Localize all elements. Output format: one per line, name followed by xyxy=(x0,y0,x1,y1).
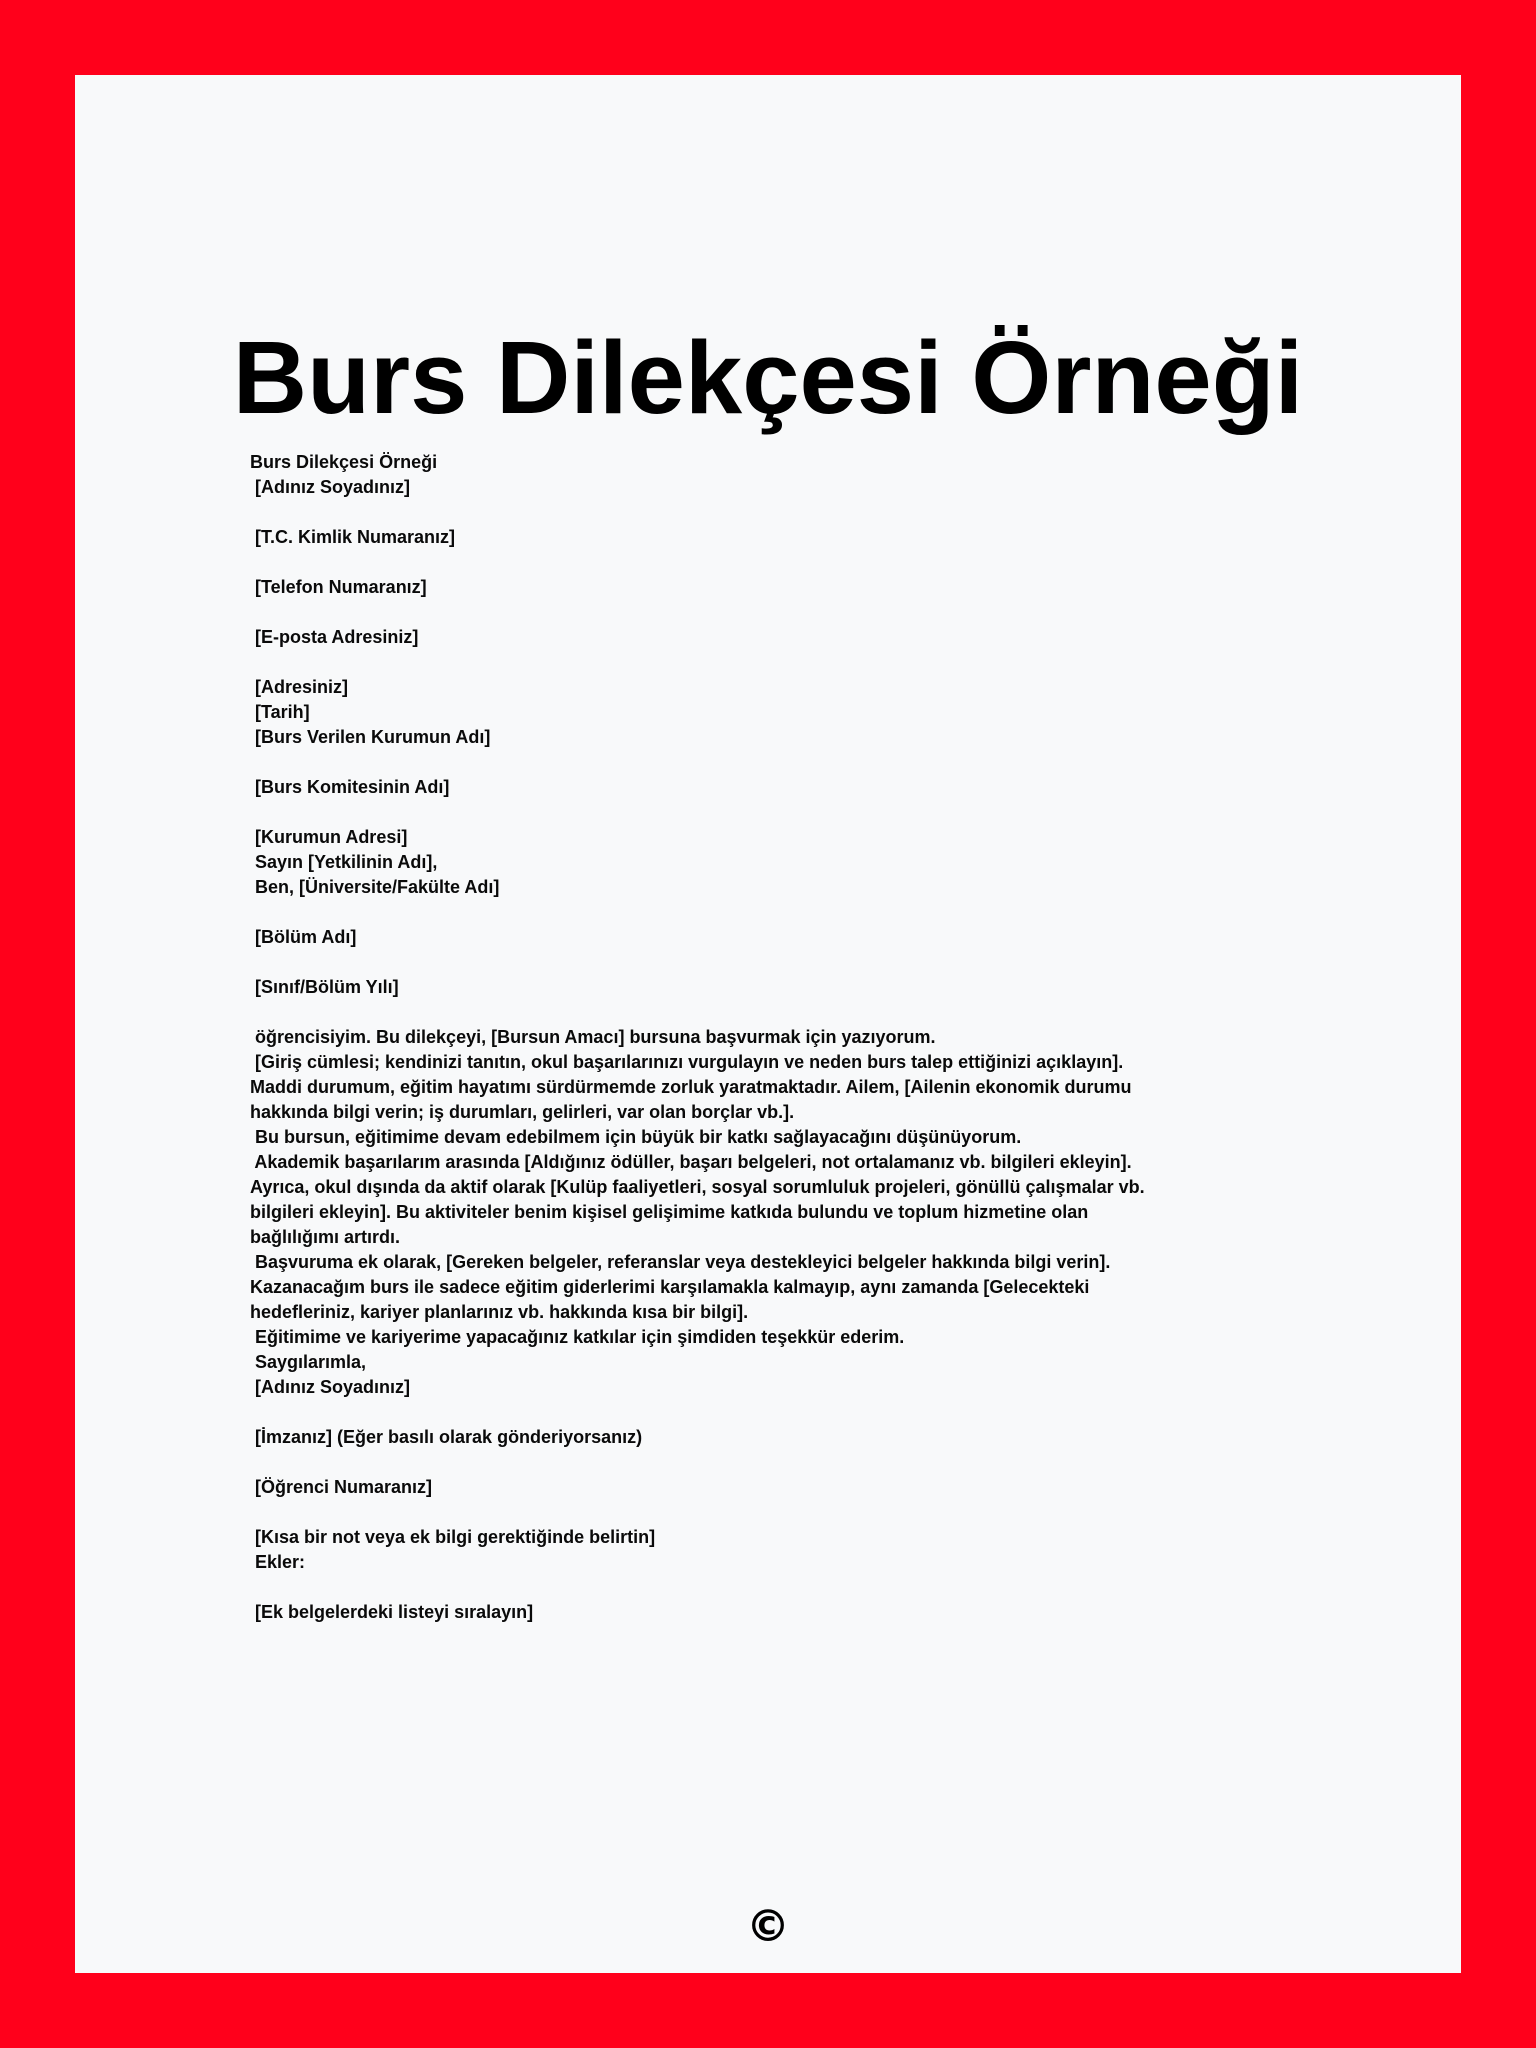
petition-body xyxy=(250,450,1280,1625)
text-line: Burs Dilekçesi Örneği xyxy=(250,452,438,472)
blank-line xyxy=(250,500,1280,525)
blank-line xyxy=(250,800,1280,825)
text-line: [Ek belgelerdeki listeyi sıralayın] xyxy=(250,1602,534,1622)
text-line: Sayın [Yetkilinin Adı], xyxy=(250,852,438,872)
text-line: Kazanacağım burs ile sadece eğitim giderlerimi karşılamakla kalmayıp, aynı zamanda [Gelecekteki xyxy=(250,1277,1090,1297)
blank-line xyxy=(250,750,1280,775)
text-line: [Burs Komitesinin Adı] xyxy=(250,777,450,797)
text-line: hakkında bilgi verin; iş durumları, gelirleri, var olan borçlar vb.]. xyxy=(250,1102,795,1122)
text-line: [Kısa bir not veya ek bilgi gerektiğinde belirtin] xyxy=(250,1527,656,1547)
blank-line xyxy=(250,1575,1280,1600)
blank-line xyxy=(250,550,1280,575)
blank-line xyxy=(250,900,1280,925)
text-line: [Bölüm Adı] xyxy=(250,927,357,947)
copyright-icon: © xyxy=(746,1901,790,1952)
text-line: [Adınız Soyadınız] xyxy=(250,477,410,497)
text-line: Ben, [Üniversite/Fakülte Adı] xyxy=(250,877,500,897)
blank-line xyxy=(250,650,1280,675)
text-line: [T.C. Kimlik Numaranız] xyxy=(250,527,456,547)
blank-line xyxy=(250,1400,1280,1425)
text-line: Başvuruma ek olarak, [Gereken belgeler, referanslar veya destekleyici belgeler hakkında bilgi verin]. xyxy=(250,1252,1111,1272)
text-line: hedefleriniz, kariyer planlarınız vb. hakkında kısa bir bilgi]. xyxy=(250,1302,749,1322)
text-line: Ekler: xyxy=(250,1552,306,1572)
text-line: Akademik başarılarım arasında [Aldığınız ödüller, başarı belgeleri, not ortalamanız vb. bilgileri ekleyin]. xyxy=(250,1152,1132,1172)
text-line: öğrencisiyim. Bu dilekçeyi, [Bursun Amacı] bursuna başvurmak için yazıyorum. xyxy=(250,1027,936,1047)
text-line: [Kurumun Adresi] xyxy=(250,827,408,847)
text-line: [Telefon Numaranız] xyxy=(250,577,427,597)
text-line: Ayrıca, okul dışında da aktif olarak [Kulüp faaliyetleri, sosyal sorumluluk projeleri, gönüllü çalışmalar vb. xyxy=(250,1177,1145,1197)
text-line: [Tarih] xyxy=(250,702,310,722)
blank-line xyxy=(250,1500,1280,1525)
text-line: bağlılığımı artırdı. xyxy=(250,1227,401,1247)
blank-line xyxy=(250,1000,1280,1025)
text-line: [Burs Verilen Kurumun Adı] xyxy=(250,727,491,747)
text-line: bilgileri ekleyin]. Bu aktiviteler benim kişisel gelişimime katkıda bulundu ve toplum hizmetine olan xyxy=(250,1202,1089,1222)
blank-line xyxy=(250,1450,1280,1475)
text-line: [Sınıf/Bölüm Yılı] xyxy=(250,977,399,997)
text-line: [Adresiniz] xyxy=(250,677,349,697)
text-line: Maddi durumum, eğitim hayatımı sürdürmemde zorluk yaratmaktadır. Ailem, [Ailenin ekonomik durumu xyxy=(250,1077,1132,1097)
blank-line xyxy=(250,600,1280,625)
text-line: Bu bursun, eğitimime devam edebilmem için büyük bir katkı sağlayacağını düşünüyorum. xyxy=(250,1127,1022,1147)
blank-line xyxy=(250,950,1280,975)
text-line: Saygılarımla, xyxy=(250,1352,367,1372)
page-title: Burs Dilekçesi Örneği xyxy=(232,320,1304,435)
text-line: [İmzanız] (Eğer basılı olarak gönderiyorsanız) xyxy=(250,1427,643,1447)
text-line: [Öğrenci Numaranız] xyxy=(250,1477,433,1497)
text-line: [Giriş cümlesi; kendinizi tanıtın, okul başarılarınızı vurgulayın ve neden burs talep ettiğinizi açıklayın]. xyxy=(250,1052,1124,1072)
text-line: Eğitimime ve kariyerime yapacağınız katkılar için şimdiden teşekkür ederim. xyxy=(250,1327,905,1347)
document-page xyxy=(75,75,1461,1973)
text-line: [Adınız Soyadınız] xyxy=(250,1377,410,1397)
text-line: [E-posta Adresiniz] xyxy=(250,627,419,647)
